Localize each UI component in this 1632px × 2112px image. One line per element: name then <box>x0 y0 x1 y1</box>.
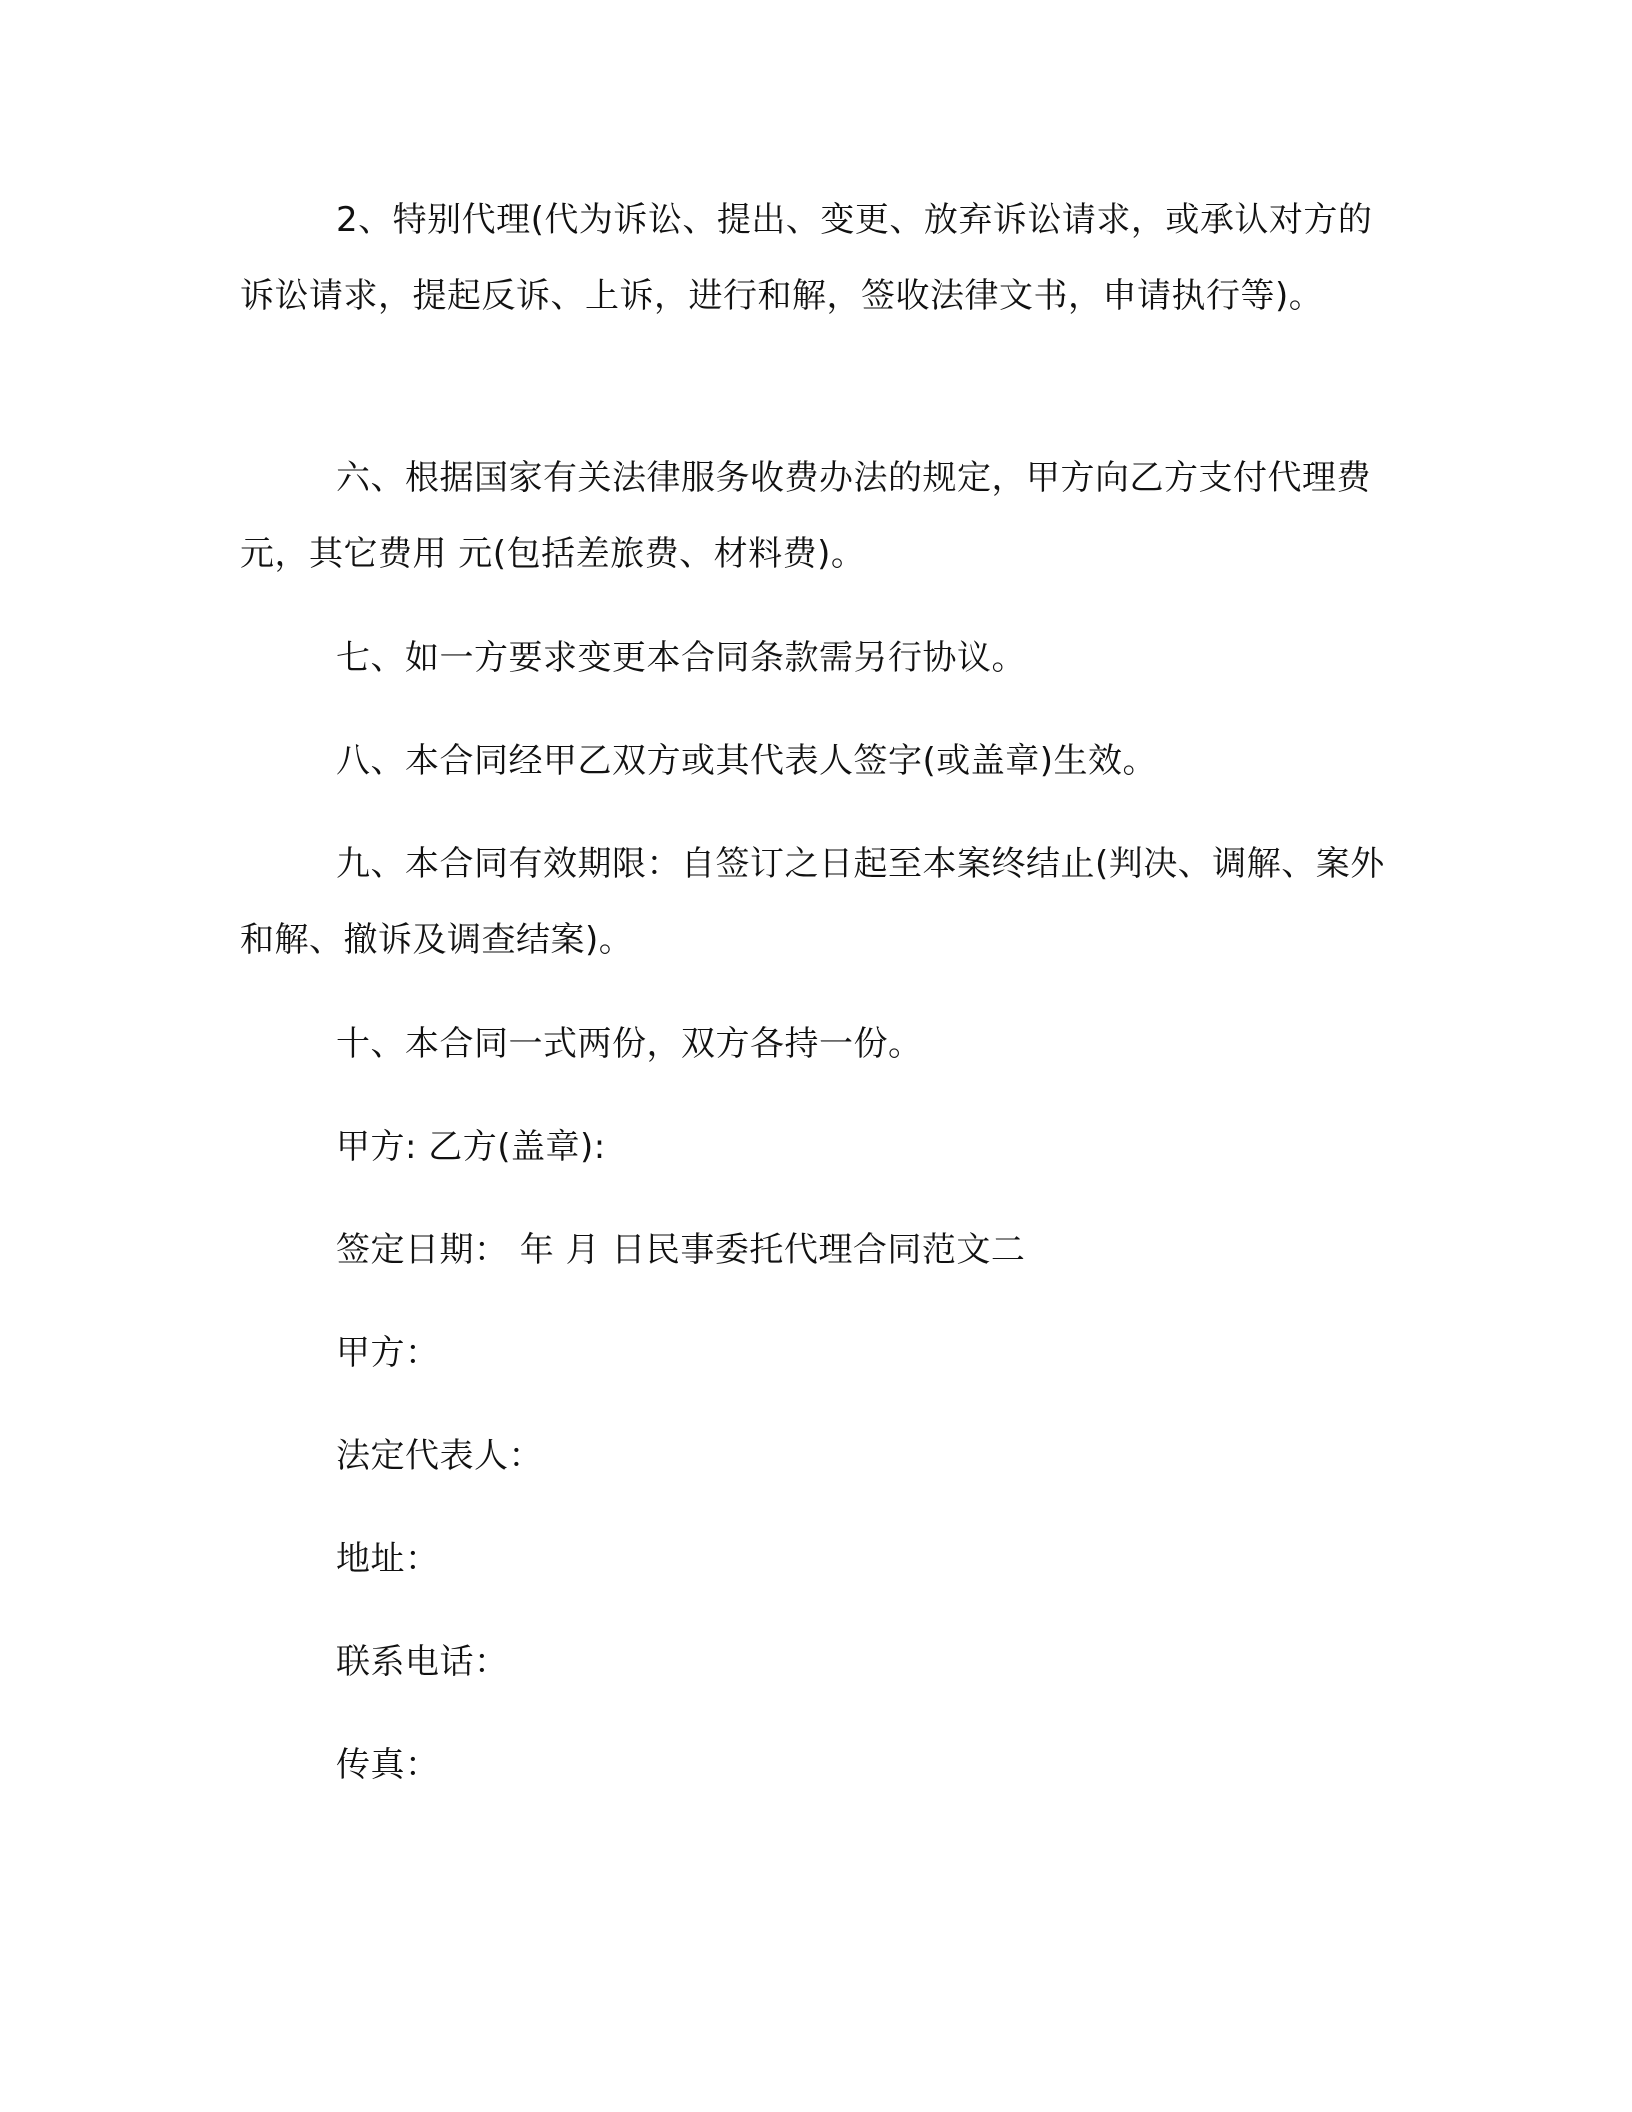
party-signature-line: 甲方: 乙方(盖章): <box>336 1127 606 1167</box>
paragraph-clause-9: 九、本合同有效期限：自签订之日起至本案终结止(判决、调解、案外和解、撤诉及调查结案)。 <box>240 844 1385 960</box>
paragraph-clause-6: 六、根据国家有关法律服务收费办法的规定，甲方向乙方支付代理费 元，其它费用 元(包括差旅费、材料费)。 <box>240 458 1371 574</box>
paragraph-clause-7: 七、如一方要求变更本合同条款需另行协议。 <box>336 638 1026 678</box>
fax-label: 传真： <box>336 1745 440 1785</box>
address-label: 地址： <box>336 1539 440 1579</box>
signing-date-line: 签定日期： 年 月 日民事委托代理合同范文二 <box>336 1230 1026 1270</box>
party-a-label: 甲方： <box>336 1333 440 1373</box>
phone-label: 联系电话： <box>336 1642 509 1682</box>
paragraph-special-agency: 2、特别代理(代为诉讼、提出、变更、放弃诉讼请求，或承认对方的诉讼请求，提起反诉、上诉，进行和解，签收法律文书，申请执行等)。 <box>240 200 1373 316</box>
paragraph-clause-8: 八、本合同经甲乙双方或其代表人签字(或盖章)生效。 <box>336 741 1158 781</box>
paragraph-clause-10: 十、本合同一式两份，双方各持一份。 <box>336 1024 923 1064</box>
legal-representative-label: 法定代表人： <box>336 1436 543 1476</box>
